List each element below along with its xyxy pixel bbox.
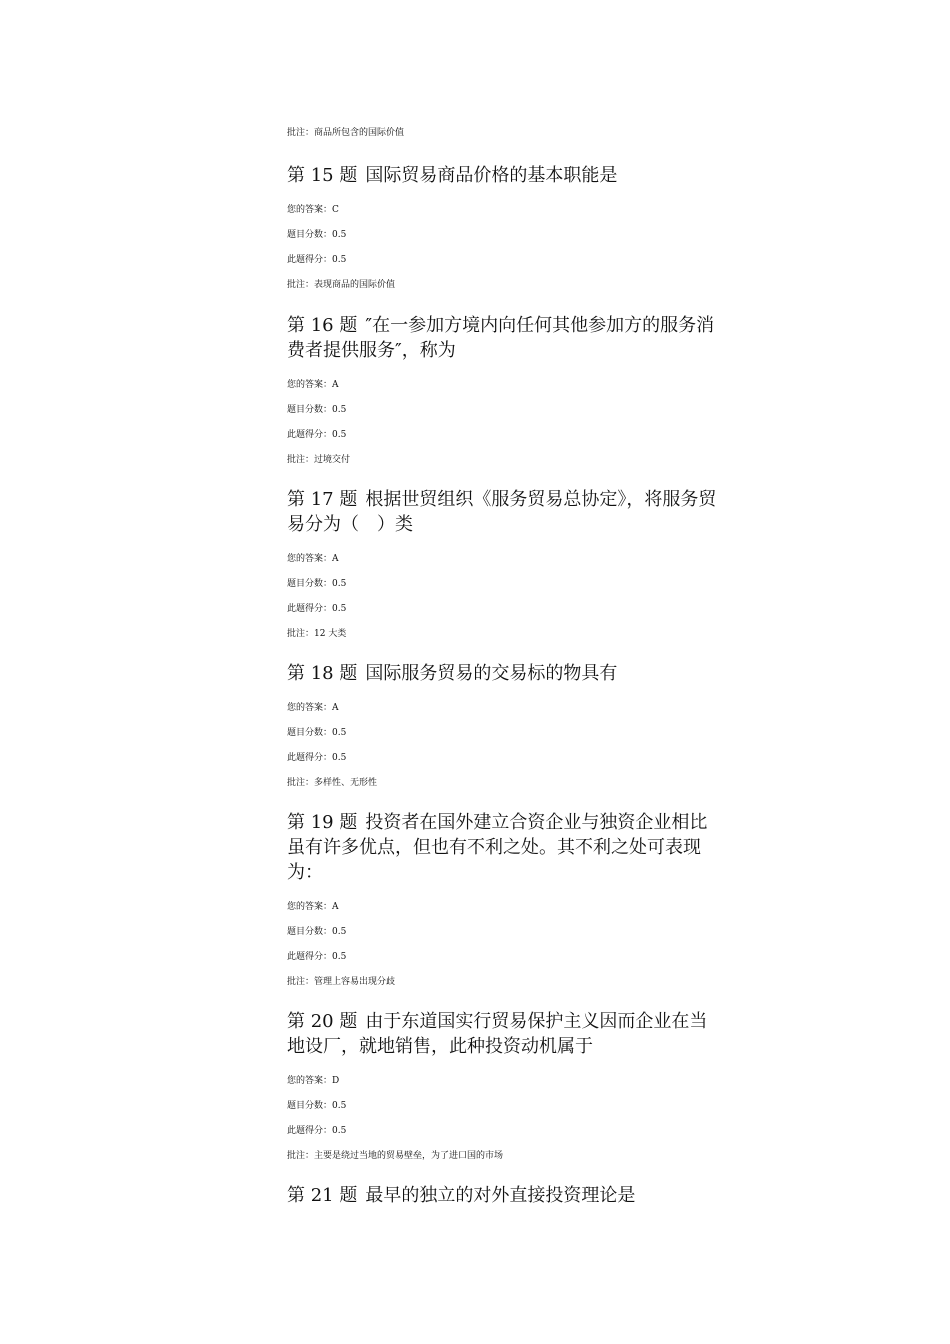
question-title xyxy=(287,1183,717,1208)
answer-details xyxy=(287,553,717,653)
question-title xyxy=(287,661,717,686)
question-title xyxy=(287,810,717,885)
question-score: 题目分数：0.5 xyxy=(287,1101,347,1111)
comment: 批注：管理上容易出现分歧 xyxy=(287,977,396,987)
your-answer: 您的答案：A xyxy=(287,703,339,713)
question-score: 题目分数：0.5 xyxy=(287,230,347,240)
question-block-15 xyxy=(287,163,717,304)
your-answer: 您的答案：A xyxy=(287,380,339,390)
your-answer: 您的答案：A xyxy=(287,554,339,564)
question-score: 题目分数：0.5 xyxy=(287,405,347,415)
question-number: 第 19 题 xyxy=(287,812,358,833)
question-block-19 xyxy=(287,810,717,1001)
your-answer: 您的答案：C xyxy=(287,205,339,215)
earned-score: 此题得分：0.5 xyxy=(287,255,347,265)
question-block-16 xyxy=(287,313,717,479)
question-number: 第 17 题 xyxy=(287,489,358,510)
question-score: 题目分数：0.5 xyxy=(287,728,347,738)
comment: 批注：多样性、无形性 xyxy=(287,778,378,788)
question-number: 第 15 题 xyxy=(287,165,358,186)
question-text: 最早的独立的对外直接投资理论是 xyxy=(365,1185,636,1206)
earned-score: 此题得分：0.5 xyxy=(287,753,347,763)
question-number: 第 21 题 xyxy=(287,1185,358,1206)
question-number: 第 20 题 xyxy=(287,1011,358,1032)
question-title xyxy=(287,313,717,363)
question-text: 投资者在国外建立合资企业与独资企业相比虽有许多优点，但也有不利之处。其不利之处可表现为： xyxy=(287,812,708,883)
comment: 批注：12 大类 xyxy=(287,629,347,639)
question-block-21 xyxy=(287,1183,717,1208)
earned-score: 此题得分：0.5 xyxy=(287,952,347,962)
your-answer: 您的答案：A xyxy=(287,902,339,912)
answer-details xyxy=(287,901,717,1001)
comment: 批注：表现商品的国际价值 xyxy=(287,280,396,290)
question-block-20 xyxy=(287,1009,717,1175)
question-score: 题目分数：0.5 xyxy=(287,927,347,937)
earned-score: 此题得分：0.5 xyxy=(287,430,347,440)
comment-text: 批注：商品所包含的国际价值 xyxy=(287,128,405,138)
question-text: 根据世贸组织《服务贸易总协定》，将服务贸易分为（ ）类 xyxy=(287,489,717,535)
answer-details xyxy=(287,1075,717,1175)
question-block-17 xyxy=(287,487,717,653)
question-title xyxy=(287,1009,717,1059)
answer-details xyxy=(287,379,717,479)
question-text: 国际服务贸易的交易标的物具有 xyxy=(365,663,618,684)
earned-score: 此题得分：0.5 xyxy=(287,1126,347,1136)
answer-details xyxy=(287,702,717,802)
comment: 批注：主要是绕过当地的贸易壁垒，为了进口国的市场 xyxy=(287,1151,504,1161)
question-number: 第 18 题 xyxy=(287,663,358,684)
your-answer: 您的答案：D xyxy=(287,1076,340,1086)
comment: 批注：过境交付 xyxy=(287,455,351,465)
question-number: 第 16 题 xyxy=(287,315,358,336)
earned-score: 此题得分：0.5 xyxy=(287,604,347,614)
question-title xyxy=(287,487,717,537)
question-text: 由于东道国实行贸易保护主义因而企业在当地设厂，就地销售，此种投资动机属于 xyxy=(287,1011,708,1057)
answer-details xyxy=(287,204,717,304)
question-text: ″在一参加方境内向任何其他参加方的服务消费者提供服务″，称为 xyxy=(287,315,715,361)
question-score: 题目分数：0.5 xyxy=(287,579,347,589)
question-text: 国际贸易商品价格的基本职能是 xyxy=(365,165,618,186)
question-title xyxy=(287,163,717,188)
question-block-18 xyxy=(287,661,717,802)
